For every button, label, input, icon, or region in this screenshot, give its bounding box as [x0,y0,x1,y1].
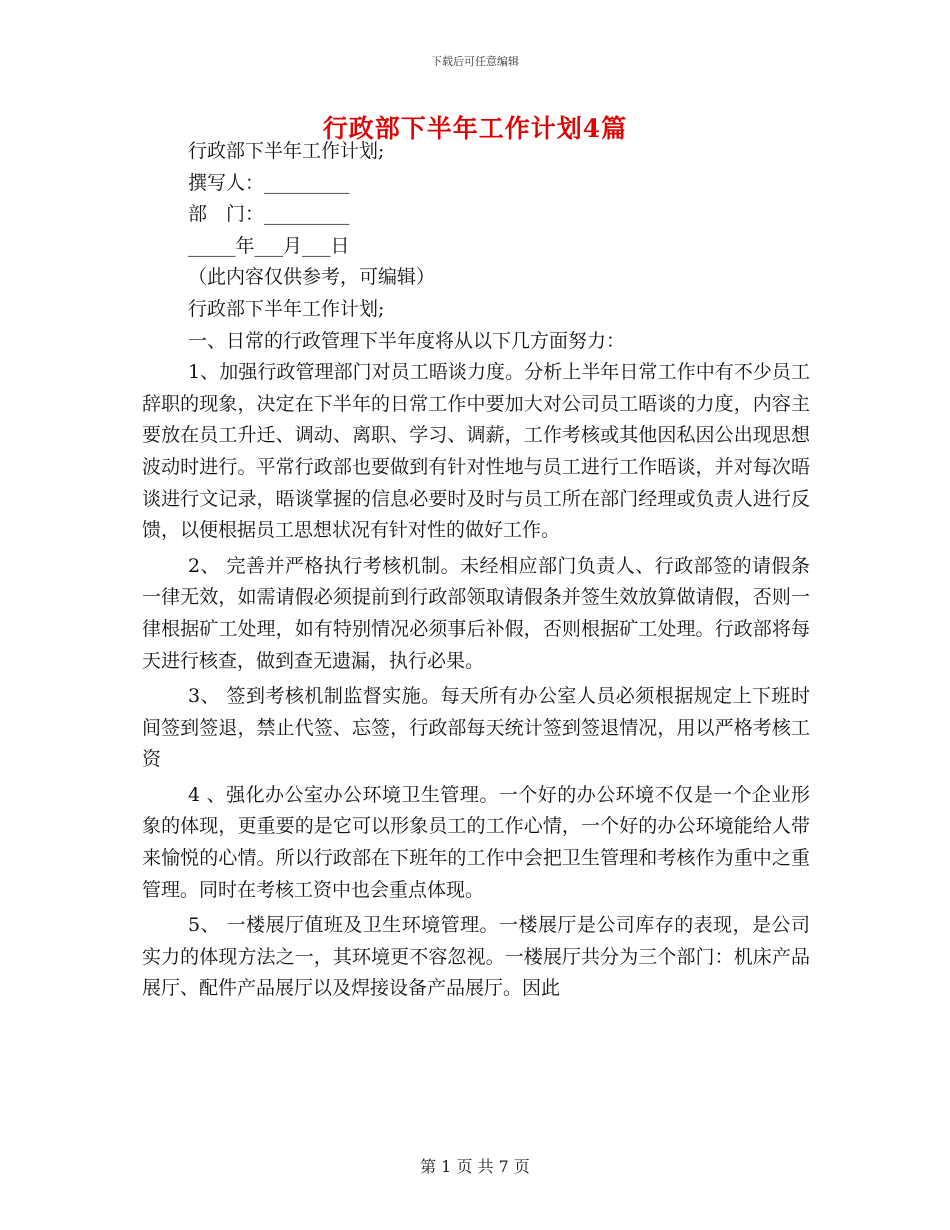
department-line: 部 门：_________ [188,203,350,226]
meta-line-1: 行政部下半年工作计划; [188,140,385,162]
meta-line-2: 行政部下半年工作计划; [188,297,385,320]
page-header: 下载后可任意编辑 [431,55,519,68]
document-title: 行政部下半年工作计划4篇 [322,114,628,143]
note-line: （此内容仅供参考，可编辑） [188,266,436,289]
author-line: 撰写人：_________ [188,171,350,194]
paragraph-2: 2、 完善并严格执行考核机制。未经相应部门负责人、行政部签的请假条一律无效，如需请假必须提前到行政部领取请假条并签生效放算做请假，否则一律根据矿工处理，如有特别情况必须事后补假，否则根据矿工处理。行政部将每天进行核查，做到查无遗漏，执行必果。 [142,554,810,672]
paragraph-5: 5、 一楼展厅值班及卫生环境管理。一楼展厅是公司库存的表现，是公司实力的体现方法之一，其环境更不容忽视。一楼展厅共分为三个部门：机床产品展厅、配件产品展厅以及焊接设备产品展厅。因此 [142,914,810,1000]
section-heading: 一、日常的行政管理下半年度将从以下几方面努力： [188,329,626,352]
paragraph-1: 1、加强行政管理部门对员工晤谈力度。分析上半年日常工作中有不少员工辞职的现象，决定在下半年的日常工作中要加大对公司员工晤谈的力度，内容主要放在员工升迁、调动、离职、学习、调薪，工作考核或其他因私因公出现思想波动时进行。平常行政部也要做到有针对性地与员工进行工作晤谈，并对每次晤谈进行文记录，晤谈掌握的信息必要时及时与员工所在部门经理或负责人进行反馈，以便根据员工思想状况有针对性的做好工作。 [142,361,810,542]
paragraph-4: 4 、强化办公室办公环境卫生管理。一个好的办公环境不仅是一个企业形象的体现，更重要的是它可以形象员工的工作心情，一个好的办公环境能给人带来愉悦的心情。所以行政部在下班年的工作中会把卫生管理和考核作为重中之重管理。同时在考核工资中也会重点体现。 [142,783,810,901]
document-body [142,136,810,1005]
paragraph-3: 3、 签到考核机制监督实施。每天所有办公室人员必须根据规定上下班时间签到签退，禁止代签、忘签，行政部每天统计签到签退情况，用以严格考核工资 [142,685,810,771]
date-line: _____年___月___日 [188,234,350,257]
page-footer: 第 1 页 共 7 页 [420,1157,530,1176]
